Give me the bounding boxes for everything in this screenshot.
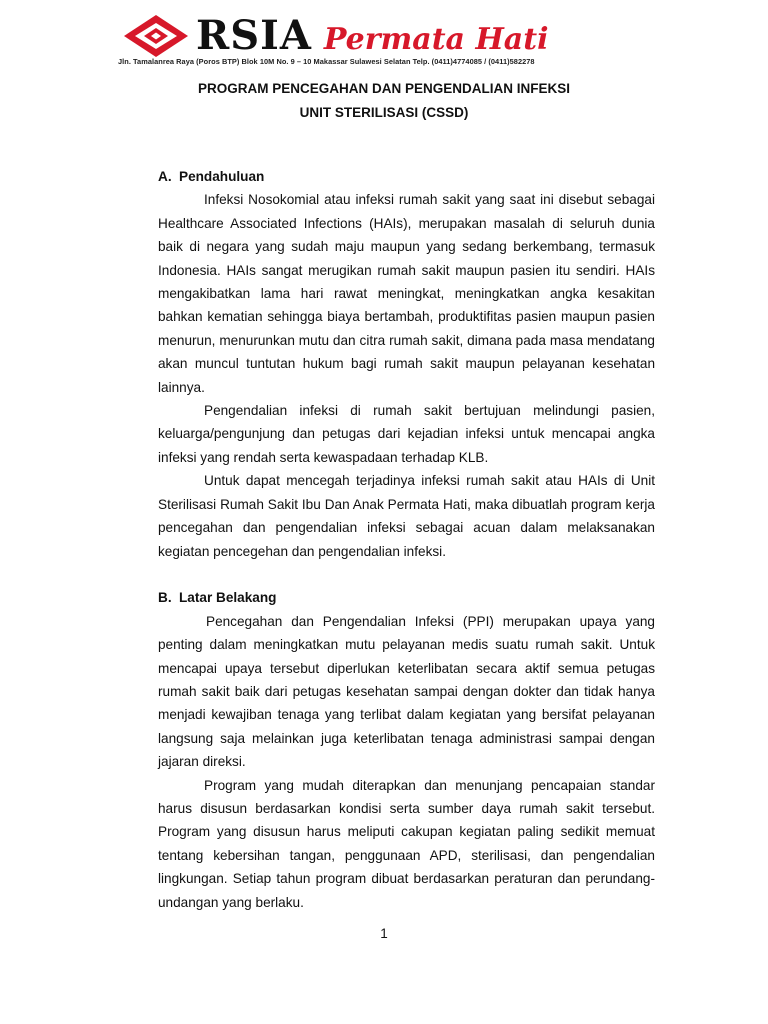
section-letter: A. (158, 169, 172, 184)
document-body (158, 165, 655, 914)
paragraph: Program yang mudah diterapkan dan menunjang pencapaian standar harus disusun berdasarkan kondisi serta sumber daya rumah sakit tersebut. Program yang disusun harus meliputi cakupan kegiatan paling sedikit memuat tentang kebersihan tangan, penggunaan APD, sterilisasi, dan pengendalian lingkungan. Setiap tahun program dibuat berdasarkan peraturan dan perundang-undangan yang berlaku. (158, 777, 655, 910)
document-titles (0, 77, 768, 125)
paragraph: Pencegahan dan Pengendalian Infeksi (PPI) merupakan upaya yang penting dalam meningkatkan mutu pelayanan medis suatu rumah sakit. Untuk mencapai upaya tersebut diperlukan keterlibatan secara aktif semua petugas rumah sakit baik dari petugas kesehatan sampai dengan dokter dan tidak hanya menjadi kewajiban tenaga yang terlibat dalam kegiatan yang bersifat pelayanan langsung saja melainkan juga keterlibatan tenaga administrasi sampai dengan jajaran direksi. (158, 613, 655, 770)
section-title: Latar Belakang (179, 590, 277, 606)
letterhead-address: Jln. Tamalanrea Raya (Poros BTP) Blok 10M No. 9 – 10 Makassar Sulawesi Selatan Telp. (0411)4774085 / (0411)582278 (118, 57, 535, 66)
page-number: 1 (380, 926, 388, 941)
document-subtitle: UNIT STERILISASI (CSSD) (299, 105, 469, 120)
section-heading-b (158, 586, 655, 609)
brand (196, 14, 548, 58)
brand-short-name: RSIA (196, 12, 312, 59)
section-title: Pendahuluan (179, 169, 265, 184)
letterhead (0, 0, 768, 72)
document-title: PROGRAM PENCEGAHAN DAN PENGENDALIAN INFEKSI (197, 81, 571, 96)
section-letter: B. (158, 590, 172, 606)
brand-full-name: Permata Hati (323, 22, 549, 57)
red-diamond-logo-icon (122, 13, 190, 59)
paragraph: Infeksi Nosokomial atau infeksi rumah sakit yang saat ini disebut sebagai Healthcare Associated Infections (HAIs), merupakan masalah di seluruh dunia baik di negara yang sudah maju maupun yang sedang berkembang, termasuk Indonesia. HAIs sangat merugikan rumah sakit maupun pasien itu sendiri. HAIs mengakibatkan lama hari rawat meningkat, meningkatkan angka kesakitan bahkan kematian sehingga biaya bertambah, produktifitas pasien maupun pasien menurun, menurunkan mutu dan citra rumah sakit, dimana pada masa mendatang akan muncul tuntutan hukum bagi rumah sakit maupun pelayanan kesehatan lainnya. (158, 192, 655, 395)
section-heading-a (158, 165, 655, 188)
paragraph: Pengendalian infeksi di rumah sakit bertujuan melindungi pasien, keluarga/pengunjung dan petugas dari kejadian infeksi untuk mencapai angka infeksi yang rendah serta kewaspadaan terhadap KLB. (158, 403, 655, 465)
paragraph: Untuk dapat mencegah terjadinya infeksi rumah sakit atau HAIs di Unit Sterilisasi Rumah Sakit Ibu Dan Anak Permata Hati, maka dibuatlah program kerja pencegahan dan pengendalian infeksi sebagai acuan dalam melaksanakan kegiatan pencegehan dan pengendalian infeksi. (158, 473, 655, 559)
section-spacer (158, 563, 655, 586)
